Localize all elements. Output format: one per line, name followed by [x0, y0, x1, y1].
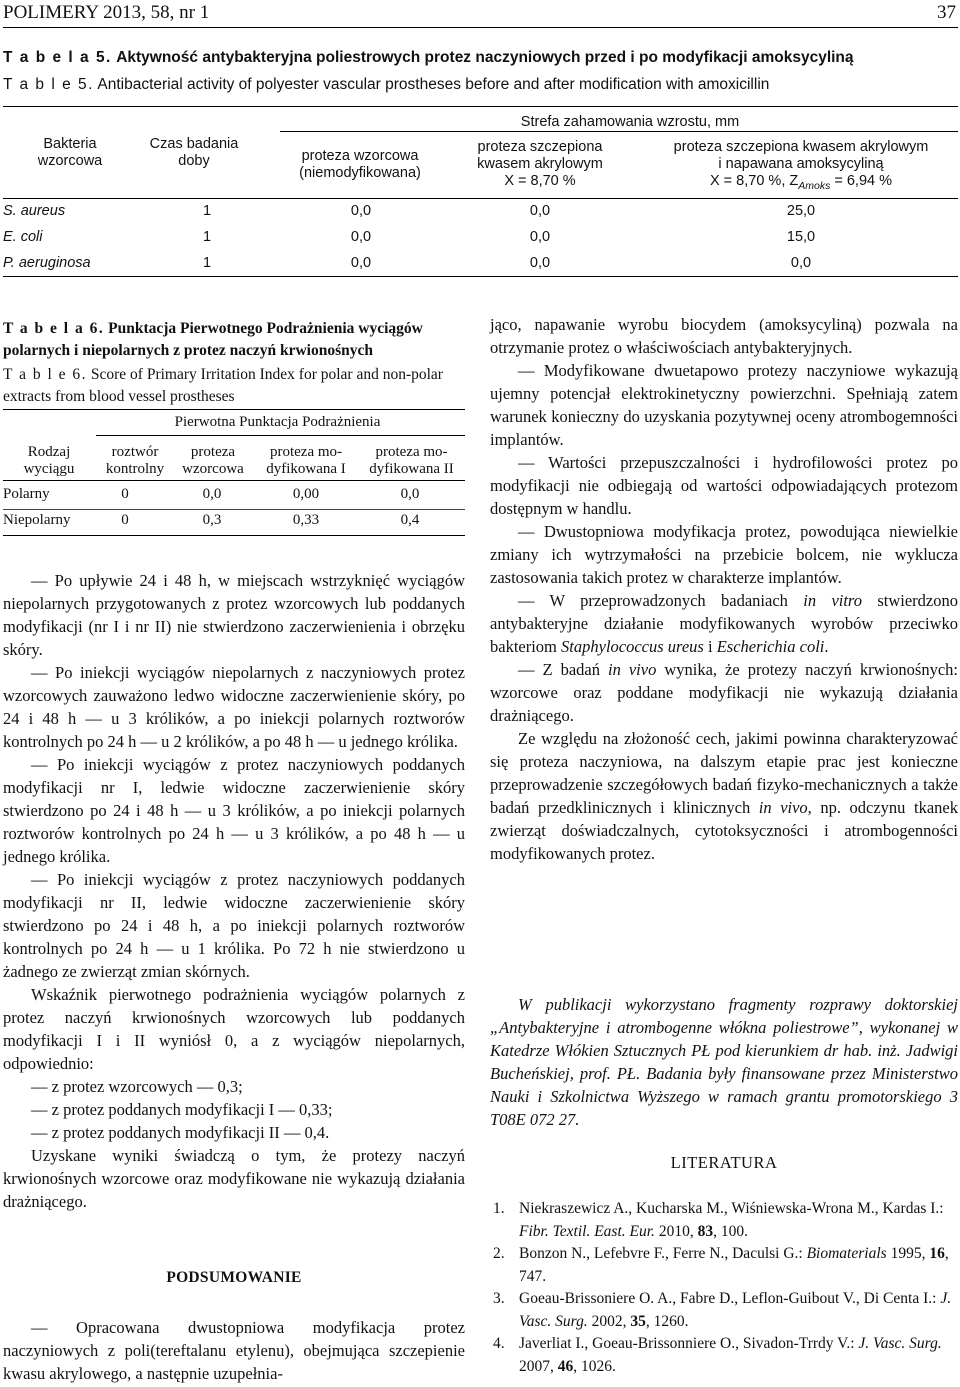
table6-rule-row	[3, 509, 465, 510]
paragraph: — Po iniekcji wyciągów z protez naczyniowych poddanych modyfikacji nr I, ledwie widoczne zaczerwienienie skóry stwierdzono po 24 i 48 h — u 3 królików, a po iniekcji polarnych roztworów kontrolnych po 24 h — u 3 królików, a po 48 h — u jednego królika.	[3, 755, 465, 866]
paragraph: — W przeprowadzonych badaniach in vitro stwierdzono antybakteryjne działanie modyfikowanych wyrobów przeciwko bakteriom Staphylococcus ureus i Escherichia coli.	[490, 591, 958, 656]
table6-header-c1: roztwór kontrolny	[105, 444, 165, 477]
table5-cell: 0,0	[350, 203, 372, 219]
page-header	[3, 0, 958, 30]
table6-cell: 0,0	[202, 486, 222, 502]
acknowledgement: W publikacji wykorzystano fragmenty rozprawy doktorskiej „Antybakteryjne i atrombogenne włókna poliestrowe”, wykonanej w Katedrze Włókien Sztucznych PŁ pod kierunkiem dr hab. inż. Jadwigi Bucheńskiej, prof. PŁ. Badania były finansowane przez Ministerstwo Nauki i Szkolnictwa Wyższego w ramach grantu promotorskiego 3 T08E 072 27.	[490, 995, 958, 1129]
table5-cell: 0,0	[529, 255, 551, 271]
reference-item: 2. Bonzon N., Lefebvre F., Ferre N., Daculsi G.: Biomaterials 1995, 16, 747.	[493, 1245, 949, 1285]
table5-cell: 0,0	[529, 203, 551, 219]
left-column-text	[3, 569, 465, 1213]
table5-header-group: Strefa zahamowania wzrostu, mm	[520, 114, 740, 130]
table5-row: P. aeruginosa	[3, 255, 91, 271]
table5-rule-top	[3, 106, 958, 107]
table6-cell: 0,0	[400, 486, 420, 502]
table6-rule-group	[96, 435, 465, 436]
table5-header-time: Czas badania doby	[149, 136, 239, 169]
table6-row: Niepolarny	[3, 512, 71, 528]
literature-heading: LITERATURA	[670, 1153, 778, 1172]
table5-cell: 0,0	[529, 229, 551, 245]
paragraph: — Wartości przepuszczalności i hydrofilowości protez po modyfikacji nie odbiegają od wartości odpowiadających protezom dostępnym w handlu.	[490, 453, 958, 518]
table5-caption-en: T a b l e 5. Antibacterial activity of polyester vascular prostheses before and after modification with amoxicillin	[3, 76, 770, 93]
table6-row: Polarny	[3, 486, 50, 502]
paragraph: — Dwustopniowa modyfikacja protez, powodująca niewielkie zmiany ich wytrzymałości na przebicie bolcem, nie wyklucza zastosowania takich protez w charakterze implantów.	[490, 522, 958, 587]
table5-cell: 0,0	[790, 255, 812, 271]
paragraph: — Opracowana dwustopniowa modyfikacja protez naczyniowych z poli(tereftalanu etylenu), obejmująca szczepienie kwasu akrylowego, a następnie uzupełnia-	[3, 1318, 465, 1383]
paragraph: — Z badań in vivo wynika, że protezy naczyń krwionośnych: wzorcowe oraz poddane modyfikacji nie wykazują działania drażniącego.	[490, 660, 958, 725]
journal-title: POLIMERY 2013, 58, nr 1	[3, 2, 210, 23]
table6-rule-top	[3, 409, 465, 410]
table6-rule-bottom	[3, 535, 465, 536]
reference-item: 1. Niekraszewicz A., Kucharska M., Wiśniewska-Wrona M., Kardas I.: Fibr. Textil. East. Eur. 2010, 83, 100.	[493, 1200, 944, 1240]
table5-row: E. coli	[3, 229, 43, 245]
table6-cell: 0,4	[400, 512, 420, 528]
table5-cell: 0,0	[350, 255, 372, 271]
table6-cell: 0	[121, 512, 129, 528]
paragraph: — Po iniekcji wyciągów z protez naczyniowych poddanych modyfikacji nr II, ledwie widoczne zaczerwienienie skóry stwierdzono po 24 i 48 h, a po iniekcji polarnych roztworów kontrolnych po 24 h — u 1 królika. Po 72 h nie stwierdzono u żadnego ze zwierząt zmian skórnych.	[3, 870, 465, 981]
list-item: — z protez poddanych modyfikacji II — 0,4.	[31, 1123, 330, 1142]
table5-rule-group	[280, 131, 958, 132]
header-rule	[3, 27, 958, 28]
paragraph: Wskaźnik pierwotnego podrażnienia wyciągów polarnych z protez naczyń krwionośnych wzorcowych lub poddanych modyfikacji I i II wyniósł 0, a z wyciągów niepolarnych, odpowiednio:	[3, 985, 465, 1073]
list-item: — z protez poddanych modyfikacji I — 0,33;	[31, 1100, 333, 1119]
table6-header-group: Pierwotna Punktacja Podrażnienia	[174, 414, 381, 430]
table6-cell: 0,3	[202, 512, 222, 528]
table5-cell: 25,0	[786, 203, 816, 219]
table5-cell: 1	[202, 255, 212, 271]
table5-rule-mid	[3, 198, 958, 199]
table6-rule-mid	[3, 480, 465, 481]
table5-header-c3-formula: X = 8,70 %, $Z_{Amoks} = 6,94$ %	[709, 173, 893, 192]
table5-header-bacteria: Bakteria wzorcowa	[37, 136, 103, 169]
list-item: — z protez wzorcowych — 0,3;	[31, 1077, 243, 1096]
table5-header-c1: proteza wzorcowa (niemodyfikowana)	[299, 148, 421, 181]
summary-text	[3, 1316, 465, 1385]
table5-cell: 15,0	[786, 229, 816, 245]
table6-cell: 0	[121, 486, 129, 502]
paragraph: Uzyskane wyniki świadczą o tym, że protezy naczyń krwionośnych wzorcowe oraz modyfikowane nie wykazują działania drażniącego.	[3, 1146, 465, 1211]
table5-caption-pl: T a b e l a 5. Aktywność antybakteryjna poliestrowych protez naczyniowych przed i po modyfikacji amoksycyliną	[3, 49, 854, 66]
table6-header-c3: proteza mo- dyfikowana I	[266, 444, 346, 477]
reference-item: 3. Goeau-Brissoniere O. A., Fabre D., Leflon-Guibout V., Di Centa I.: J. Vasc. Surg. 2002, 35, 1260.	[493, 1290, 952, 1330]
table5-cell: 1	[202, 203, 212, 219]
table6-caption-en: T a b l e 6. Score of Primary Irritation Index for polar and non-polar extracts from blood vessel prostheses	[3, 366, 443, 405]
right-column-text	[490, 313, 958, 865]
paragraph: — Modyfikowane dwuetapowo protezy naczyniowe wykazują ujemny potencjał elektrokinetyczny powierzchni. Spełniają zatem warunek konieczny do uzyskania pozytywnej oceny atrombogemności implantów.	[490, 361, 958, 449]
table5-header-c2: proteza szczepiona kwasem akrylowym X = 8,70 %	[477, 139, 603, 189]
reference-list	[490, 1198, 958, 1378]
table6-header-kind: Rodzaj wyciągu	[23, 444, 75, 477]
summary-heading: PODSUMOWANIE	[166, 1269, 302, 1286]
table5-cell: 0,0	[350, 229, 372, 245]
table6-cell: 0,33	[292, 512, 320, 528]
table6-cell: 0,00	[292, 486, 320, 502]
page-number: 37	[937, 2, 956, 23]
paragraph: jąco, napawanie wyrobu biocydem (amoksycyliną) pozwala na otrzymanie protez o właściwościach antybakteryjnych.	[490, 315, 958, 357]
paragraph: — Po upływie 24 i 48 h, w miejscach wstrzyknięć wyciągów niepolarnych przygotowanych z protez wzorcowych lub poddanych modyfikacji (nr I i nr II) nie stwierdzono zaczerwienienia i obrzęku skóry.	[3, 571, 465, 659]
table5-row: S. aureus	[3, 203, 66, 219]
table5-header-c3: proteza szczepiona kwasem akrylowym i napawana amoksycyliną X = 8,70 %, $Z_{Amoks} = 6,94$ %	[645, 139, 957, 195]
reference-item: 4. Javerliat I., Goeau-Brissonniere O., Sivadon-Trrdy V.: J. Vasc. Surg. 2007, 46, 1026.	[493, 1335, 942, 1375]
table5-cell: 1	[202, 229, 212, 245]
paragraph: — Po iniekcji wyciągów niepolarnych z naczyniowych protez wzorcowych zauważono ledwo widoczne zaczerwienienie skóry, po 24 i 48 h — u 3 królików, a po iniekcji polarnych roztworów kontrolnych po 24 h — u 2 królików, a po 48 h — u jednego królika.	[3, 663, 465, 751]
table5-rule-bottom	[3, 276, 958, 277]
paragraph: Ze względu na złożoność cech, jakimi powinna charakteryzować się proteza naczyniowa, na dalszym etapie prac jest konieczne przeprowadzenie szczegółowych badań fizyko-mechanicznych a także badań przedklinicznych i klinicznych in vivo, np. odczynu tkanek zwierząt doświadczalnych, cytotoksyczności i atrombogenności modyfikowanych protez.	[490, 729, 958, 863]
table6-caption-pl: T a b e l a 6. Punktacja Pierwotnego Podrażnienia wyciągów polarnych i niepolarnych z protez naczyń krwionośnych	[3, 320, 423, 359]
table6-header-c4: proteza mo- dyfikowana II	[369, 444, 454, 477]
table6-header-c2: proteza wzorcowa	[182, 444, 244, 477]
